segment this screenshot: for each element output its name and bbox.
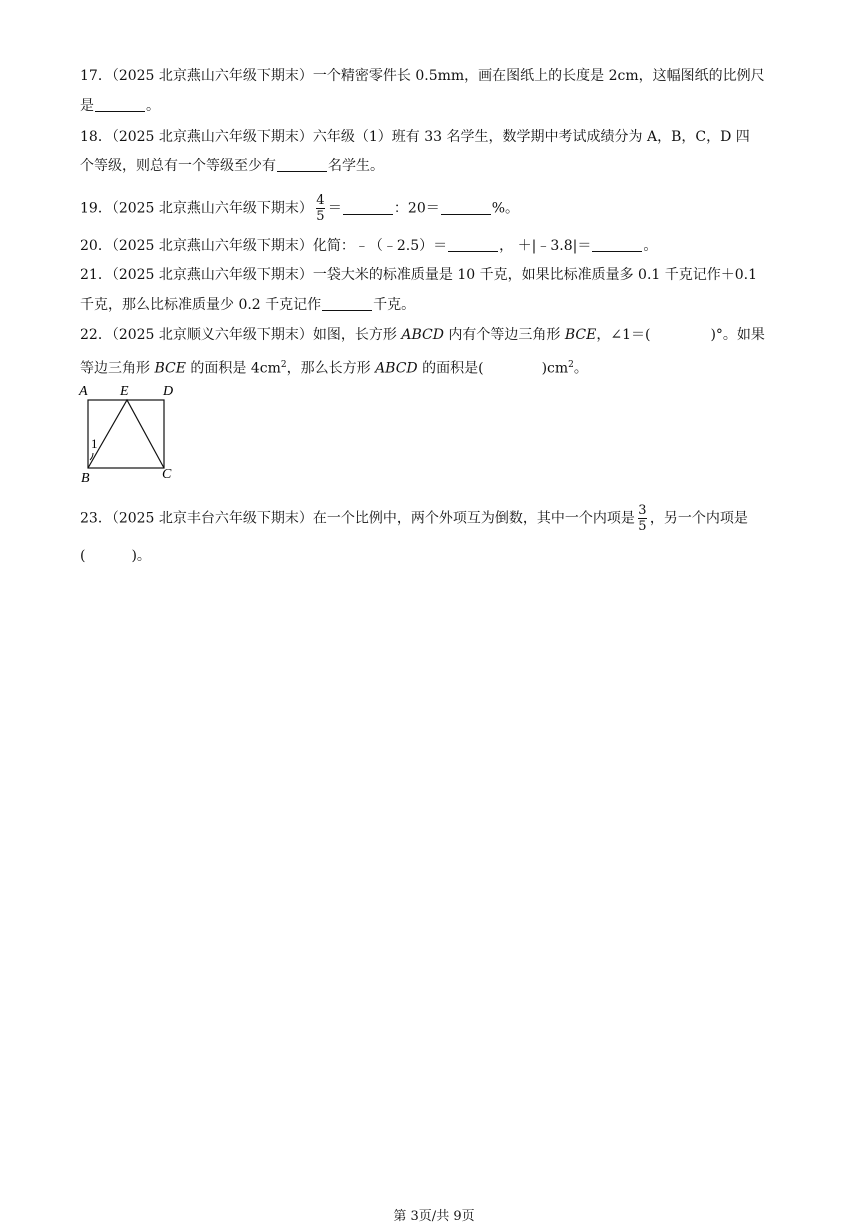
q22-line1 xyxy=(80,325,765,345)
q19-prefix: 19．（2025 北京燕山六年级下期末） xyxy=(80,200,313,217)
label-c: C xyxy=(162,467,172,482)
q21-line2 xyxy=(80,295,415,315)
q21-answer-blank xyxy=(322,296,372,311)
q19-line xyxy=(80,194,519,223)
q22-l2-text-d: 的面积是( xyxy=(417,360,484,377)
q19-suffix: %。 xyxy=(491,200,520,217)
label-e: E xyxy=(120,384,129,399)
q20-blank-1 xyxy=(448,237,498,252)
q23-frac-den: 5 xyxy=(638,519,647,534)
q20-suffix: 。 xyxy=(643,238,658,254)
q20-prefix: 20．（2025 北京燕山六年级下期末）化简：﹣（﹣2.5）＝ xyxy=(80,238,448,254)
q22-l2-text-e: )cm xyxy=(541,360,569,377)
q18-text-b: 名学生。 xyxy=(328,158,384,174)
q22-l2-text-f: 。 xyxy=(573,360,588,377)
q22-text-d: )°。如果 xyxy=(710,327,765,343)
q22-text-a: 22．（2025 北京顺义六年级下期末）如图，长方形 xyxy=(80,327,402,343)
q21-text-b: 千克。 xyxy=(373,297,416,313)
q22-abcd: ABCD xyxy=(401,327,444,343)
triangle-bce xyxy=(88,400,164,468)
rectangle-abcd xyxy=(88,400,164,468)
q22-line2 xyxy=(80,355,588,379)
q22-text-b: 内有个等边三角形 xyxy=(443,327,565,343)
q19-fraction xyxy=(316,194,325,223)
q17-answer-blank xyxy=(95,97,145,112)
label-a: A xyxy=(79,384,88,399)
q23-line1 xyxy=(80,504,748,533)
q23-frac-num: 3 xyxy=(638,503,647,518)
q22-l2-text-b: 的面积是 4cm xyxy=(185,360,281,377)
q23-prefix: 23．（2025 北京丰台六年级下期末）在一个比例中，两个外项互为倒数，其中一个内项是 xyxy=(80,510,635,527)
q22-l2-abcd: ABCD xyxy=(375,360,418,377)
q23-fraction xyxy=(638,504,647,533)
q22-bce: BCE xyxy=(564,327,597,343)
q17-text-b: 。 xyxy=(146,98,160,114)
q22-l2-sup: 2 xyxy=(280,360,287,370)
q19-frac-den: 5 xyxy=(316,209,325,224)
q22-l2-text-a: 等边三角形 xyxy=(80,360,155,377)
q20-mid: ， ＋|﹣3.8|＝ xyxy=(499,238,592,254)
q22-l2-text-c: ，那么长方形 xyxy=(286,360,376,377)
label-b: B xyxy=(81,471,90,486)
q18-line1: 18．（2025 北京燕山六年级下期末）六年级（1）班有 33 名学生，数学期中考试成绩分为 A，B，C，D 四 xyxy=(80,129,750,145)
q20-line xyxy=(80,236,657,256)
q17-line2 xyxy=(80,96,160,116)
q18-line2 xyxy=(80,156,384,176)
q19-blank-1 xyxy=(343,200,393,215)
q23-suffix: ，另一个内项是 xyxy=(649,510,748,527)
q19-ratio: ：20＝ xyxy=(393,200,440,217)
q23-line2 xyxy=(80,546,151,566)
q19-eq: ＝ xyxy=(327,200,342,217)
q18-answer-blank xyxy=(277,157,327,172)
page-number-footer: 第 3页/共 9页 xyxy=(393,1209,475,1224)
q23-paren-close: )。 xyxy=(131,548,151,564)
q21-line1: 21．（2025 北京燕山六年级下期末）一袋大米的标准质量是 10 千克，如果比标准质量多 0.1 千克记作＋0.1 xyxy=(80,267,758,283)
q20-blank-2 xyxy=(592,237,642,252)
q21-text-a: 千克，那么比标准质量少 0.2 千克记作 xyxy=(80,297,322,313)
q19-blank-2 xyxy=(441,200,491,215)
q17-line1: 17．（2025 北京燕山六年级下期末）一个精密零件长 0.5mm，画在图纸上的长度是 2cm，这幅图纸的比例尺 xyxy=(80,68,765,84)
q18-text-a: 个等级，则总有一个等级至少有 xyxy=(80,158,276,174)
label-d: D xyxy=(163,384,174,399)
q22-text-c: ，∠1＝( xyxy=(596,327,651,343)
q17-text-a: 是 xyxy=(80,98,94,114)
q22-l2-sup2: 2 xyxy=(568,360,574,370)
q23-paren-open: ( xyxy=(80,548,86,564)
q19-frac-num: 4 xyxy=(316,193,325,208)
q22-l2-bce: BCE xyxy=(154,360,186,377)
rectangle-triangle-figure xyxy=(76,380,196,486)
label-angle-1: 1 xyxy=(91,436,98,451)
